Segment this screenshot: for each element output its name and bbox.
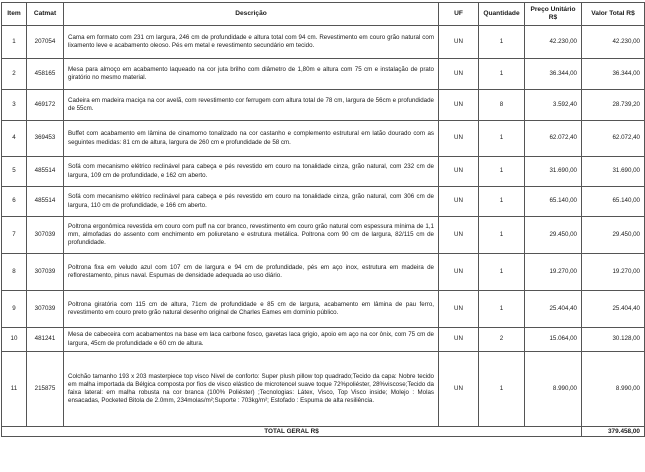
cell-valor-total: 62.072,40	[582, 121, 645, 157]
header-preco-unitario: Preço Unitário R$	[525, 3, 582, 26]
cell-valor-total: 19.270,00	[582, 254, 645, 291]
cell-uf: UN	[439, 291, 479, 328]
header-item: Item	[2, 3, 27, 26]
price-table	[1, 2, 645, 437]
cell-uf: UN	[439, 121, 479, 157]
cell-quantidade: 1	[479, 291, 525, 328]
header-catmat: Catmat	[27, 3, 64, 26]
table-row	[2, 90, 645, 121]
cell-descricao: Colchão tamanho 193 x 203 masterpiece top visco Nivel de conforto: Super plush pillow top quadrado;Tecido da capa: Nobre tecido em malha importada da Bélgica composta por fios de visco elástico de microtencel suave toque 72%poliéster, 28%viscose;Tecido da faixa lateral: em malha robusta na cor branca (100% Poliéster) ;Tecnologias: Látex, Visco, Top Visco inside; Molejo : Molas ensacadas, Pocketed Bitola de 2.0mm, 234molas/m²;Suporte : 703kg/m²; Estofado : Espuma de alta resiliência.	[64, 352, 439, 427]
cell-descricao: Buffet com acabamento em lâmina de cinamomo tonalizado na cor castanho e complemento estrutural em latão dourado com as seguintes medidas: 81 cm de altura, largura de 260 cm e profundidade de 58 cm.	[64, 121, 439, 157]
header-valor-total: Valor Total R$	[582, 3, 645, 26]
table-row	[2, 121, 645, 157]
cell-preco-unitario: 3.592,40	[525, 90, 582, 121]
cell-quantidade: 1	[479, 217, 525, 254]
cell-item: 10	[2, 328, 27, 352]
cell-descricao: Sofá com mecanismo elétrico reclinável para cabeça e pés revestido em couro na tonalidade cinza, grão natural, com 306 cm de largura, 110 cm de profundidade, e 166 cm aberto.	[64, 187, 439, 217]
cell-valor-total: 25.404,40	[582, 291, 645, 328]
cell-quantidade: 1	[479, 187, 525, 217]
cell-descricao: Cama em formato com 231 cm largura, 246 cm de profundidade e altura total com 94 cm. Revestimento em couro grão natural com lixamento leve e acabamento oleoso. Pés em metal e revestimento secundário em tecido.	[64, 26, 439, 59]
cell-preco-unitario: 15.064,00	[525, 328, 582, 352]
table-row	[2, 352, 645, 427]
cell-uf: UN	[439, 254, 479, 291]
cell-preco-unitario: 29.450,00	[525, 217, 582, 254]
cell-valor-total: 29.450,00	[582, 217, 645, 254]
header-quantidade: Quantidade	[479, 3, 525, 26]
header-descricao: Descrição	[64, 3, 439, 26]
cell-catmat: 215875	[27, 352, 64, 427]
cell-item: 4	[2, 121, 27, 157]
cell-valor-total: 30.128,00	[582, 328, 645, 352]
cell-preco-unitario: 36.344,00	[525, 59, 582, 90]
cell-catmat: 485514	[27, 157, 64, 187]
cell-quantidade: 2	[479, 328, 525, 352]
cell-uf: UN	[439, 157, 479, 187]
table-row	[2, 187, 645, 217]
cell-uf: UN	[439, 217, 479, 254]
cell-quantidade: 8	[479, 90, 525, 121]
table-row	[2, 157, 645, 187]
cell-item: 11	[2, 352, 27, 427]
cell-item: 1	[2, 26, 27, 59]
cell-item: 3	[2, 90, 27, 121]
table-row	[2, 59, 645, 90]
cell-item: 9	[2, 291, 27, 328]
cell-item: 2	[2, 59, 27, 90]
cell-catmat: 307039	[27, 254, 64, 291]
cell-item: 6	[2, 187, 27, 217]
cell-valor-total: 28.739,20	[582, 90, 645, 121]
cell-valor-total: 36.344,00	[582, 59, 645, 90]
header-uf: UF	[439, 3, 479, 26]
cell-preco-unitario: 62.072,40	[525, 121, 582, 157]
table-row	[2, 328, 645, 352]
cell-preco-unitario: 19.270,00	[525, 254, 582, 291]
cell-catmat: 369453	[27, 121, 64, 157]
cell-uf: UN	[439, 352, 479, 427]
cell-valor-total: 65.140,00	[582, 187, 645, 217]
cell-preco-unitario: 65.140,00	[525, 187, 582, 217]
cell-descricao: Mesa para almoço em acabamento laqueado na cor juta brilho com diâmetro de 1,80m e altura com 75 cm e instalação de prato giratório no mesmo material.	[64, 59, 439, 90]
cell-quantidade: 1	[479, 352, 525, 427]
cell-descricao: Poltrona ergonômica revestida em couro com puff na cor branco, revestimento em couro grão natural com espessura mínima de 1,1 mm, almofadas do assento com enchimento em poliuretano e estrutura metálica. Poltrona com 90 cm de largura, 82/115 cm de profundidade.	[64, 217, 439, 254]
table-row	[2, 26, 645, 59]
cell-quantidade: 1	[479, 59, 525, 90]
total-row	[2, 427, 645, 437]
cell-uf: UN	[439, 90, 479, 121]
cell-item: 7	[2, 217, 27, 254]
cell-descricao: Cadeira em madeira maciça na cor avelã, com revestimento cor ferrugem com altura total de 78 cm, largura de 56cm e profundidade de 55cm.	[64, 90, 439, 121]
cell-catmat: 307039	[27, 291, 64, 328]
cell-preco-unitario: 25.404,40	[525, 291, 582, 328]
cell-quantidade: 1	[479, 26, 525, 59]
cell-uf: UN	[439, 328, 479, 352]
cell-quantidade: 1	[479, 157, 525, 187]
cell-preco-unitario: 31.690,00	[525, 157, 582, 187]
cell-preco-unitario: 42.230,00	[525, 26, 582, 59]
total-label: TOTAL GERAL R$	[2, 427, 582, 437]
table-row	[2, 217, 645, 254]
cell-quantidade: 1	[479, 254, 525, 291]
cell-catmat: 458165	[27, 59, 64, 90]
cell-catmat: 481241	[27, 328, 64, 352]
cell-preco-unitario: 8.990,00	[525, 352, 582, 427]
cell-catmat: 469172	[27, 90, 64, 121]
cell-item: 5	[2, 157, 27, 187]
cell-valor-total: 8.990,00	[582, 352, 645, 427]
cell-descricao: Poltrona giratória com 115 cm de altura, 71cm de profundidade e 85 cm de largura, acabamento em lâmina de pau ferro, revestimento em couro preto grão natural desenho original de Charles Eames em domínio público.	[64, 291, 439, 328]
cell-uf: UN	[439, 187, 479, 217]
cell-catmat: 307039	[27, 217, 64, 254]
cell-descricao: Mesa de cabeceira com acabamentos na base em laca carbone fosco, gavetas laca grigio, apoio em aço na cor ônix, com 75 cm de largura, 45cm de profundidade e 60 cm de altura.	[64, 328, 439, 352]
cell-catmat: 485514	[27, 187, 64, 217]
cell-descricao: Sofá com mecanismo elétrico reclinável para cabeça e pés revestido em couro na tonalidade cinza, grão natural, com 232 cm de largura, 109 cm de profundidade, e 162 cm aberto.	[64, 157, 439, 187]
cell-uf: UN	[439, 26, 479, 59]
cell-descricao: Poltrona fixa em veludo azul com 107 cm de largura e 94 cm de profundidade, pés em aço inox, estrutura em madeira de reflorestamento, pinus naval. Espumas de densidade adequada ao uso diário.	[64, 254, 439, 291]
cell-valor-total: 42.230,00	[582, 26, 645, 59]
cell-catmat: 207054	[27, 26, 64, 59]
cell-quantidade: 1	[479, 121, 525, 157]
cell-item: 8	[2, 254, 27, 291]
cell-uf: UN	[439, 59, 479, 90]
table-row	[2, 291, 645, 328]
table-row	[2, 254, 645, 291]
total-value: 379.458,00	[582, 427, 645, 437]
cell-valor-total: 31.690,00	[582, 157, 645, 187]
table-header-row	[2, 3, 645, 26]
